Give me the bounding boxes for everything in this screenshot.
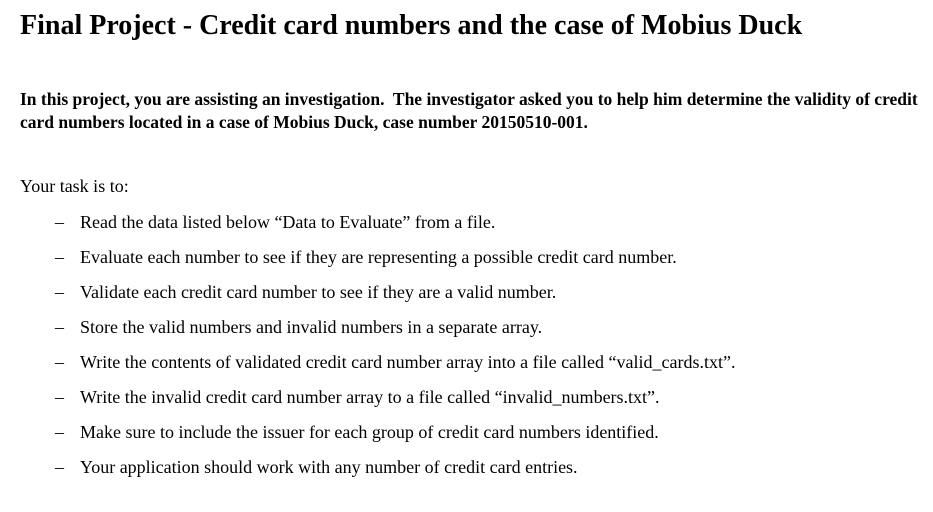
dash-bullet: – xyxy=(55,212,64,232)
task-text: Write the contents of validated credit card number array into a file called “valid_cards.txt”. xyxy=(80,352,736,372)
dash-bullet: – xyxy=(55,422,64,442)
task-text: Your application should work with any number of credit card entries. xyxy=(80,457,578,477)
task-text: Validate each credit card number to see if they are a valid number. xyxy=(80,282,557,302)
task-heading: Your task is to: xyxy=(20,176,129,196)
dash-bullet: – xyxy=(55,247,64,267)
task-text: Read the data listed below “Data to Evaluate” from a file. xyxy=(80,212,496,232)
page-title: Final Project - Credit card numbers and the case of Mobius Duck xyxy=(20,10,803,41)
dash-bullet: – xyxy=(55,457,64,477)
task-text: Write the invalid credit card number array to a file called “invalid_numbers.txt”. xyxy=(80,387,660,407)
task-text: Evaluate each number to see if they are representing a possible credit card number. xyxy=(80,247,677,267)
dash-bullet: – xyxy=(55,317,64,337)
task-text: Store the valid numbers and invalid numbers in a separate array. xyxy=(80,317,543,337)
intro-paragraph: In this project, you are assisting an investigation. The investigator asked you to help him determine the validity of credit card numbers located in a case of Mobius Duck, case number 20150510-001. xyxy=(20,89,923,132)
task-text: Make sure to include the issuer for each group of credit card numbers identified. xyxy=(80,422,659,442)
dash-bullet: – xyxy=(55,387,64,407)
dash-bullet: – xyxy=(55,352,64,372)
dash-bullet: – xyxy=(55,282,64,302)
